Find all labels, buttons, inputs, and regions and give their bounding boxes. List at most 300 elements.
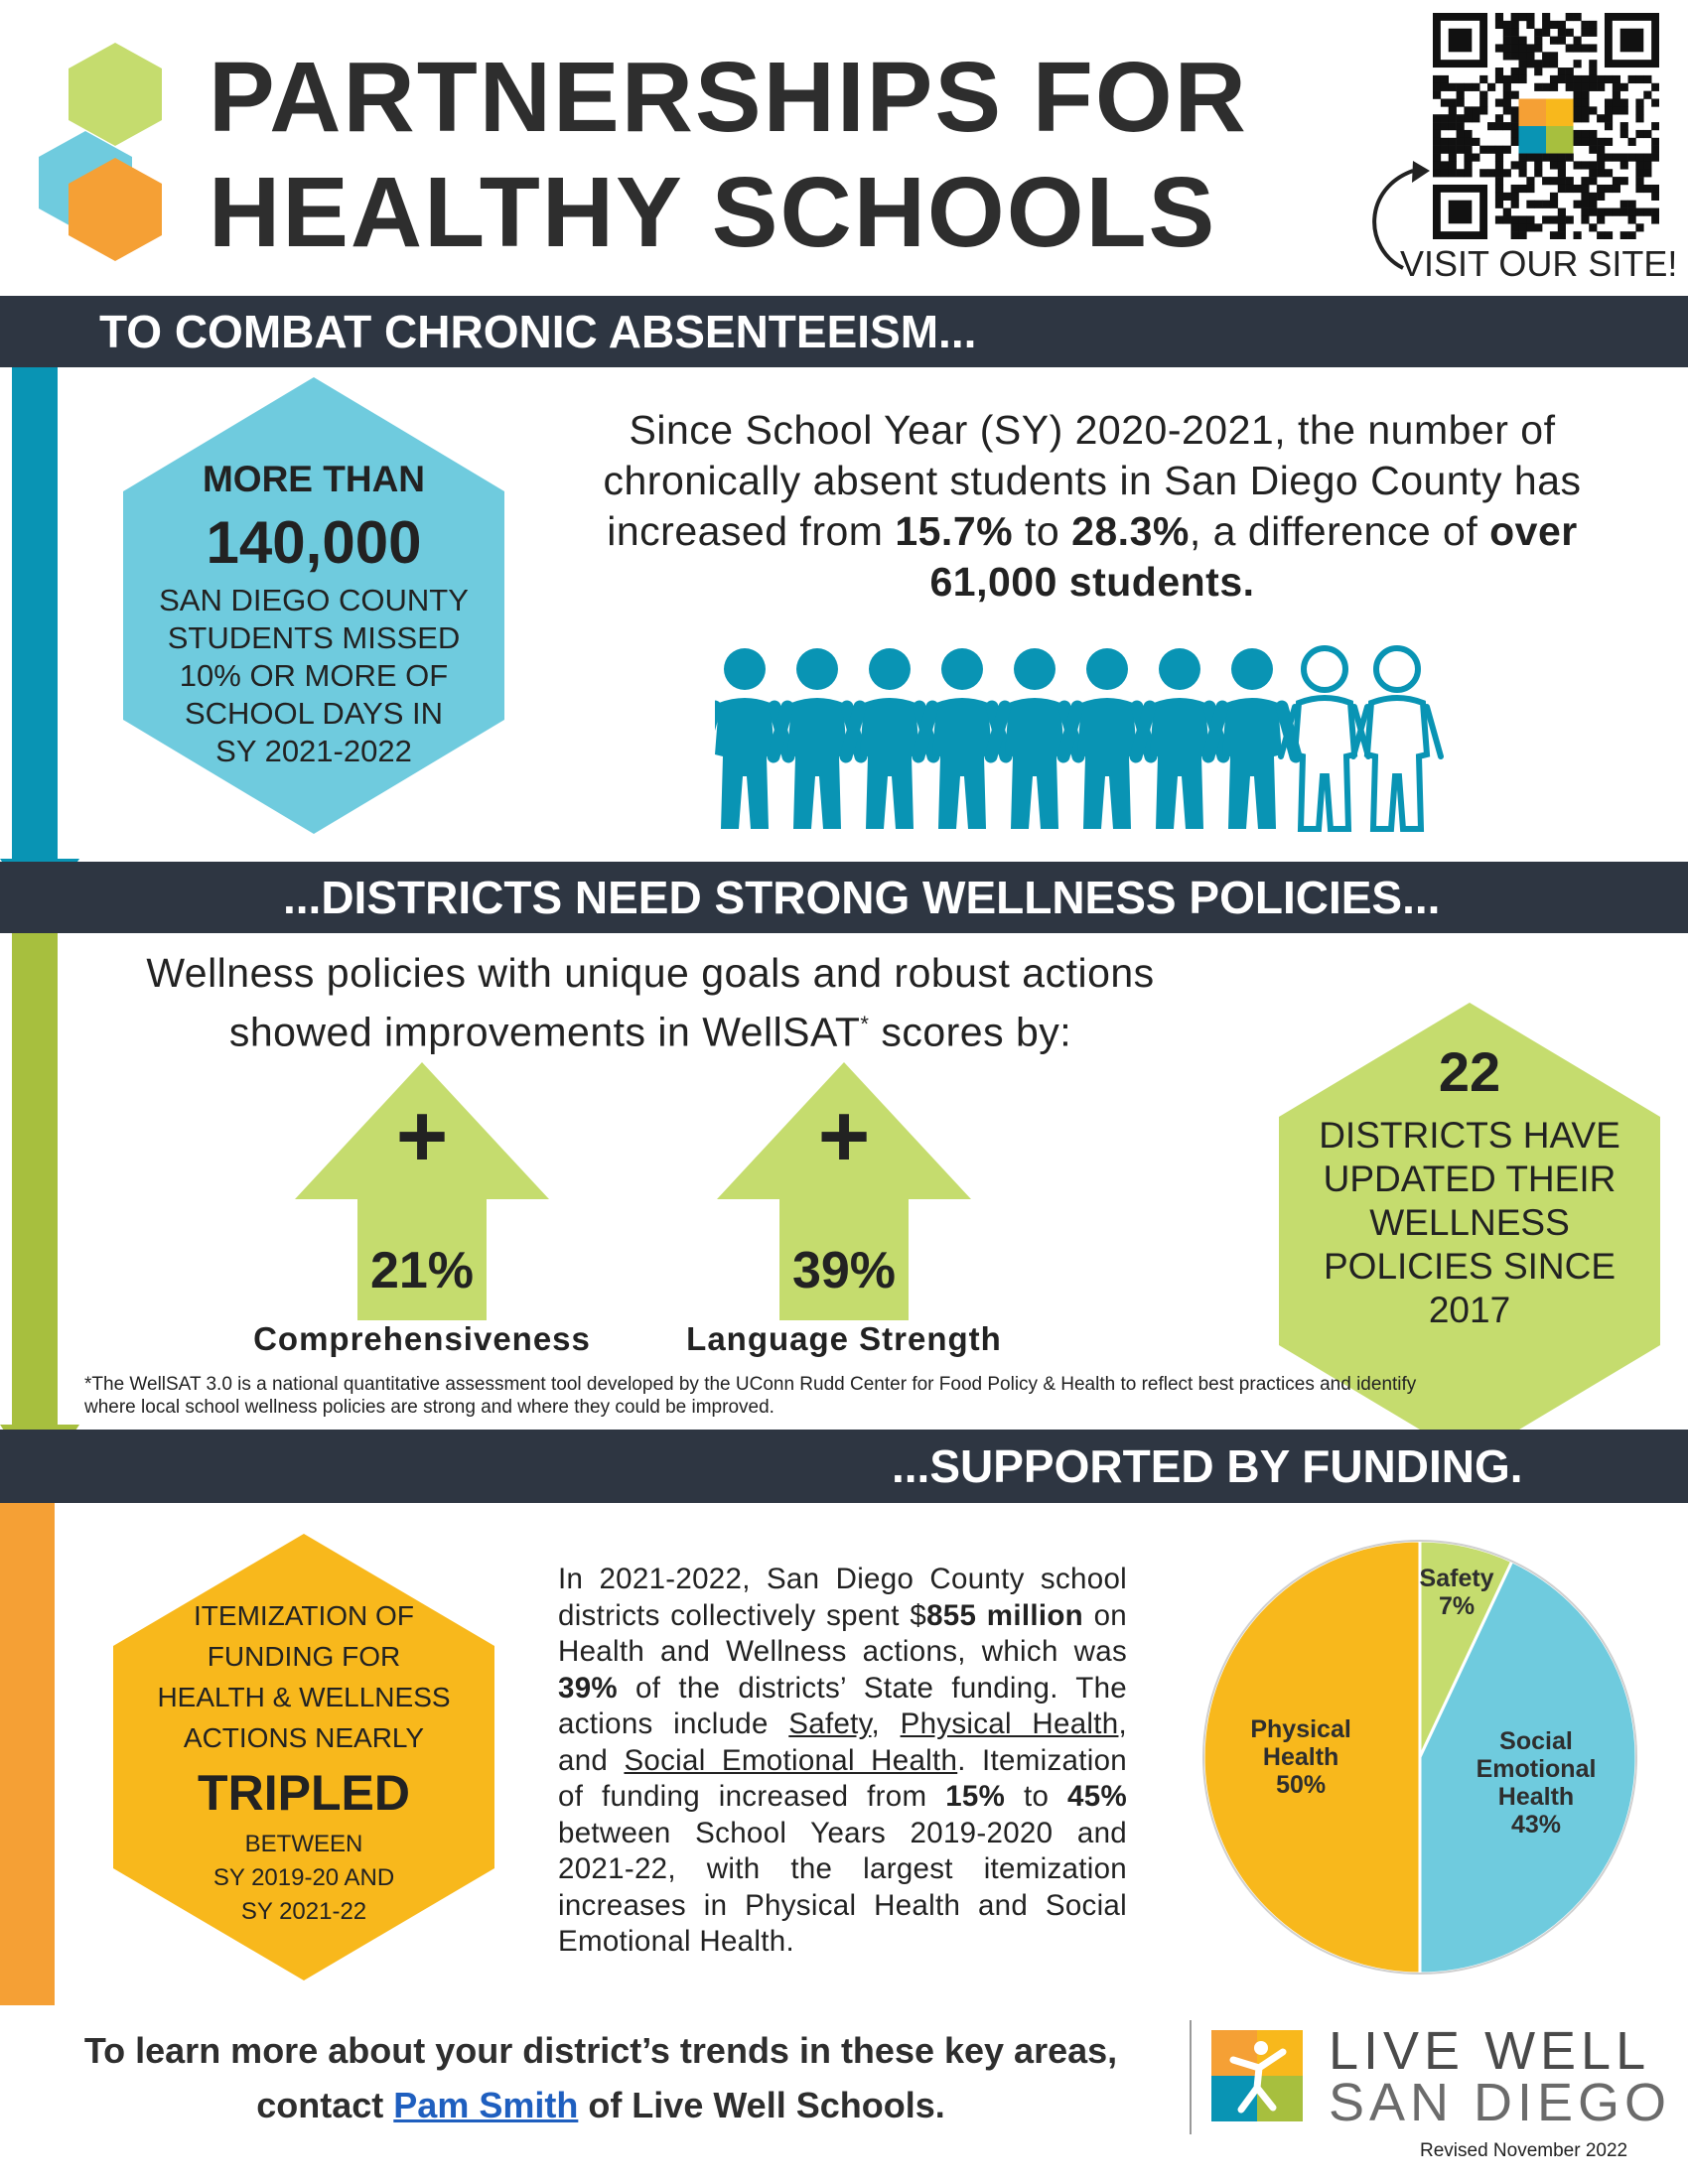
qr-module [1581, 98, 1589, 106]
comprehensiveness-label: Comprehensiveness [253, 1320, 591, 1357]
qr-module [1433, 122, 1441, 130]
intro-text-c: to [1013, 508, 1072, 554]
qr-module [1511, 223, 1519, 231]
qr-module [1441, 122, 1449, 130]
pam-smith-link[interactable]: Pam Smith [393, 2085, 579, 2125]
hex-body-4: SCHOOL DAYS IN [184, 696, 444, 731]
qr-finder [1620, 29, 1644, 53]
qr-module [1651, 98, 1659, 106]
funding-from-pct: 15% [945, 1780, 1006, 1813]
qr-module [1643, 154, 1651, 162]
qr-module [1651, 154, 1659, 162]
funding-text-7: , [871, 1707, 901, 1740]
qr-module [1550, 52, 1558, 60]
qr-module [1558, 223, 1566, 231]
qr-module [1566, 75, 1574, 83]
qr-module [1526, 201, 1534, 208]
qr-module [1558, 154, 1566, 162]
qr-module [1472, 114, 1479, 122]
qr-module [1558, 75, 1566, 83]
qr-module [1433, 75, 1441, 83]
qr-module [1643, 91, 1651, 99]
qr-module [1581, 44, 1589, 52]
qr-module [1511, 161, 1519, 169]
qr-module [1597, 215, 1605, 223]
qr-module [1503, 91, 1511, 99]
live-well-logo-text [1329, 2021, 1672, 2132]
logo-line-2: SAN DIEGO [1329, 2073, 1672, 2132]
qr-logo-tile [1546, 126, 1574, 154]
qr-module [1597, 185, 1605, 193]
qr-module [1472, 154, 1479, 162]
qr-module [1574, 13, 1582, 21]
qr-module [1495, 122, 1503, 130]
qr-module [1581, 130, 1589, 138]
qr-module [1558, 177, 1566, 185]
qr-module [1441, 146, 1449, 154]
qr-module [1526, 60, 1534, 68]
qr-module [1503, 83, 1511, 91]
qr-module [1597, 208, 1605, 216]
qr-module [1574, 60, 1582, 68]
qr-module [1566, 215, 1574, 223]
funding-hex-top-3: HEALTH & WELLNESS [157, 1682, 451, 1712]
footer-divider [1190, 2020, 1192, 2134]
wellsat-intro-text-end: scores by: [869, 1009, 1072, 1055]
funding-paragraph [558, 1562, 1127, 1961]
districts-body-1: DISTRICTS HAVE [1319, 1115, 1620, 1156]
qr-module [1495, 193, 1503, 201]
qr-module [1534, 223, 1542, 231]
wellsat-intro-line-1: Wellness policies with unique goals and robust actions [146, 950, 1155, 996]
qr-module [1581, 106, 1589, 114]
qr-module [1589, 68, 1597, 75]
banner-wellness-text: ...DISTRICTS NEED STRONG WELLNESS POLICIES... [283, 872, 1441, 923]
funding-hex-top-4: ACTIONS NEARLY [183, 1722, 425, 1753]
qr-module [1558, 215, 1566, 223]
qr-module [1605, 185, 1613, 193]
qr-module [1605, 154, 1613, 162]
qr-module [1457, 138, 1465, 146]
qr-module [1589, 106, 1597, 114]
qr-module [1464, 161, 1472, 169]
qr-module [1518, 154, 1526, 162]
qr-module [1534, 169, 1542, 177]
qr-module [1581, 83, 1589, 91]
qr-module [1651, 83, 1659, 91]
qr-module [1518, 60, 1526, 68]
qr-module [1433, 138, 1441, 146]
qr-module [1433, 130, 1441, 138]
qr-module [1589, 83, 1597, 91]
qr-module [1566, 83, 1574, 91]
districts-body-2: UPDATED THEIR [1323, 1159, 1617, 1199]
pie-label-line: 50% [1276, 1771, 1327, 1799]
qr-module [1449, 146, 1457, 154]
orange-flow-bar [0, 1503, 55, 2005]
qr-module [1558, 169, 1566, 177]
intro-stat-to: 28.3% [1071, 508, 1190, 554]
pie-label-1 [1447, 1727, 1625, 1839]
qr-module [1581, 193, 1589, 201]
qr-module [1550, 177, 1558, 185]
qr-module [1542, 13, 1550, 21]
qr-module [1574, 185, 1582, 193]
qr-module [1581, 29, 1589, 37]
qr-module [1511, 75, 1519, 83]
qr-module [1589, 193, 1597, 201]
qr-module [1635, 161, 1643, 169]
qr-module [1526, 44, 1534, 52]
qr-module [1597, 114, 1605, 122]
qr-module [1651, 208, 1659, 216]
wellsat-footnote-mark: * [860, 1012, 870, 1036]
qr-module [1518, 223, 1526, 231]
qr-module [1503, 37, 1511, 45]
qr-module [1503, 193, 1511, 201]
qr-module [1558, 68, 1566, 75]
qr-module [1589, 223, 1597, 231]
teal-flow-arrow [0, 367, 89, 923]
qr-module [1449, 114, 1457, 122]
qr-module [1503, 215, 1511, 223]
qr-module [1589, 138, 1597, 146]
pie-label-line: Safety [1419, 1565, 1494, 1593]
qr-module [1620, 98, 1628, 106]
qr-module [1651, 215, 1659, 223]
qr-module [1574, 161, 1582, 169]
qr-module [1574, 130, 1582, 138]
hex-body-1: SAN DIEGO COUNTY [159, 583, 469, 617]
qr-module [1605, 138, 1613, 146]
qr-module [1464, 106, 1472, 114]
qr-module [1526, 154, 1534, 162]
qr-module [1503, 208, 1511, 216]
qr-module [1534, 60, 1542, 68]
qr-module [1550, 201, 1558, 208]
funding-text-11: . Itemization of funding increased from [558, 1743, 1127, 1813]
qr-module [1597, 231, 1605, 239]
qr-module [1620, 154, 1628, 162]
visit-site-label[interactable]: VISIT OUR SITE! [1400, 243, 1678, 284]
hex-number: 140,000 [206, 509, 422, 576]
qr-module [1620, 83, 1628, 91]
qr-module [1635, 208, 1643, 216]
qr-module [1643, 161, 1651, 169]
qr-logo-tile [1518, 98, 1546, 126]
qr-module [1628, 215, 1636, 223]
qr-module [1472, 106, 1479, 114]
qr-module [1542, 52, 1550, 60]
person-outline-icon [1353, 648, 1441, 829]
hex-body-2: STUDENTS MISSED [167, 620, 461, 655]
revised-date: Revised November 2022 [1420, 2140, 1628, 2161]
qr-module [1589, 201, 1597, 208]
qr-module [1542, 215, 1550, 223]
funding-hex-big: TRIPLED [198, 1765, 410, 1821]
districts-body-4: POLICIES SINCE [1323, 1246, 1617, 1287]
hexagon-logo-icon [36, 38, 175, 271]
qr-module [1581, 185, 1589, 193]
qr-module [1574, 44, 1582, 52]
funding-share: 39% [558, 1671, 618, 1705]
qr-module [1542, 154, 1550, 162]
qr-module [1503, 29, 1511, 37]
logo-line-1: LIVE WELL [1329, 2021, 1651, 2081]
qr-module [1628, 75, 1636, 83]
qr-module [1511, 130, 1519, 138]
qr-module [1589, 29, 1597, 37]
qr-module [1511, 138, 1519, 146]
intro-text-e: , a difference of [1189, 508, 1490, 554]
intro-text-a: Since School Year (SY) 2020-2021, the number of chronically absent students in San Diego County has increased from [603, 407, 1582, 554]
qr-module [1518, 52, 1526, 60]
qr-module [1449, 106, 1457, 114]
qr-module [1518, 68, 1526, 75]
qr-module [1628, 154, 1636, 162]
funding-to-pct: 45% [1067, 1780, 1127, 1813]
qr-module [1566, 29, 1574, 37]
qr-module [1503, 122, 1511, 130]
qr-finder [1449, 201, 1473, 224]
qr-module [1487, 169, 1495, 177]
qr-module [1534, 201, 1542, 208]
qr-module [1495, 215, 1503, 223]
funding-amount: 855 million [926, 1598, 1083, 1632]
qr-module [1635, 106, 1643, 114]
qr-module [1643, 130, 1651, 138]
qr-module [1518, 44, 1526, 52]
qr-module [1464, 154, 1472, 162]
qr-module [1589, 169, 1597, 177]
qr-module [1511, 185, 1519, 193]
qr-module [1511, 52, 1519, 60]
pie-label-2 [1211, 1715, 1390, 1799]
pie-label-line: Health [1262, 1743, 1339, 1771]
qr-module [1534, 161, 1542, 169]
wellsat-intro-text: showed improvements in WellSAT [228, 1009, 861, 1055]
qr-module [1441, 98, 1449, 106]
districts-body-5: 2017 [1428, 1290, 1511, 1330]
qr-module [1574, 83, 1582, 91]
qr-module [1511, 114, 1519, 122]
qr-module [1620, 231, 1628, 239]
qr-module [1597, 75, 1605, 83]
qr-module [1457, 169, 1465, 177]
qr-module [1534, 83, 1542, 91]
title-line-2: HEALTHY SCHOOLS [209, 157, 1217, 268]
qr-module [1613, 185, 1620, 193]
qr-module [1534, 37, 1542, 45]
qr-module [1457, 83, 1465, 91]
qr-module [1574, 138, 1582, 146]
districts-body-3: WELLNESS [1369, 1202, 1570, 1243]
qr-module [1550, 193, 1558, 201]
qr-module [1464, 169, 1472, 177]
qr-module [1503, 106, 1511, 114]
qr-module [1597, 138, 1605, 146]
qr-module [1495, 161, 1503, 169]
qr-module [1643, 169, 1651, 177]
hex-lead: MORE THAN [202, 459, 426, 499]
qr-module [1518, 37, 1526, 45]
funding-hex-text [127, 1595, 481, 1929]
qr-module [1635, 154, 1643, 162]
qr-module [1566, 68, 1574, 75]
funding-text-13: to [1005, 1780, 1068, 1813]
qr-module [1526, 52, 1534, 60]
qr-module [1518, 185, 1526, 193]
qr-module [1566, 154, 1574, 162]
qr-module [1464, 114, 1472, 122]
qr-module [1597, 193, 1605, 201]
banner-funding-text: ...SUPPORTED BY FUNDING. [892, 1440, 1523, 1492]
pie-label-line: 43% [1510, 1811, 1562, 1840]
qr-module [1503, 52, 1511, 60]
qr-module [1511, 13, 1519, 21]
pie-label-line: 7% [1439, 1592, 1476, 1621]
qr-module [1566, 44, 1574, 52]
qr-module [1651, 146, 1659, 154]
qr-module [1526, 13, 1534, 21]
qr-module [1635, 114, 1643, 122]
qr-finder [1449, 29, 1473, 53]
qr-module [1526, 215, 1534, 223]
qr-module [1651, 138, 1659, 146]
banner-funding [0, 1430, 1688, 1503]
language-strength-label: Language Strength [686, 1320, 1002, 1357]
hex-body-3: 10% OR MORE OF [179, 658, 449, 693]
qr-module [1597, 161, 1605, 169]
qr-module [1574, 98, 1582, 106]
qr-module [1511, 21, 1519, 29]
qr-module [1433, 114, 1441, 122]
qr-module [1457, 91, 1465, 99]
qr-module [1581, 208, 1589, 216]
qr-module [1503, 21, 1511, 29]
contact-block [30, 2023, 1172, 2132]
funding-text-3: on Health and Wellness actions, which was [558, 1598, 1127, 1668]
qr-module [1597, 83, 1605, 91]
qr-module [1464, 130, 1472, 138]
qr-module [1550, 154, 1558, 162]
funding-text-9: , and [558, 1707, 1127, 1777]
funding-hex-top-2: FUNDING FOR [207, 1641, 401, 1672]
qr-module [1518, 13, 1526, 21]
qr-module [1518, 215, 1526, 223]
banner-absenteeism-text: TO COMBAT CHRONIC ABSENTEEISM... [99, 306, 977, 357]
qr-module [1433, 83, 1441, 91]
qr-module [1526, 185, 1534, 193]
qr-logo-tile [1546, 98, 1574, 126]
wellsat-intro-line-2 [89, 999, 1211, 1058]
qr-module [1550, 37, 1558, 45]
qr-module [1550, 231, 1558, 239]
qr-module [1495, 44, 1503, 52]
qr-module [1511, 106, 1519, 114]
pie-label-line: Social [1499, 1727, 1573, 1756]
qr-module [1566, 185, 1574, 193]
green-flow-arrow [0, 933, 89, 1499]
qr-module [1613, 106, 1620, 114]
qr-code-icon[interactable] [1433, 13, 1659, 239]
qr-module [1495, 114, 1503, 122]
qr-module [1558, 231, 1566, 239]
qr-logo-tile [1518, 126, 1546, 154]
qr-module [1534, 154, 1542, 162]
funding-text-1: In 2021-2022, San Diego County school districts collectively spent $ [558, 1563, 1127, 1632]
qr-module [1495, 201, 1503, 208]
qr-module [1511, 122, 1519, 130]
qr-module [1518, 169, 1526, 177]
qr-module [1449, 169, 1457, 177]
qr-module [1635, 177, 1643, 185]
qr-module [1542, 83, 1550, 91]
qr-module [1605, 114, 1613, 122]
districts-hex-text [1291, 1030, 1648, 1332]
language-strength-value: 39% [791, 1242, 897, 1299]
funding-text-15: between School Years 2019-2020 and 2021-22, with the largest itemization increases in Physical Health and Social Emotional Health. [558, 1816, 1127, 1958]
qr-module [1574, 106, 1582, 114]
pie-label-line: Health [1497, 1783, 1575, 1812]
qr-module [1479, 106, 1487, 114]
qr-module [1635, 223, 1643, 231]
qr-module [1457, 114, 1465, 122]
qr-module [1441, 114, 1449, 122]
qr-module [1605, 98, 1613, 106]
wellsat-intro [89, 948, 1211, 1058]
qr-module [1558, 29, 1566, 37]
qr-module [1550, 75, 1558, 83]
qr-module [1597, 146, 1605, 154]
qr-module [1542, 60, 1550, 68]
students-hex-text [137, 455, 491, 770]
banner-absenteeism [0, 296, 1688, 367]
qr-module [1558, 21, 1566, 29]
qr-module [1613, 75, 1620, 83]
plus-icon-2: + [817, 1087, 871, 1186]
qr-module [1518, 231, 1526, 239]
qr-module [1479, 169, 1487, 177]
qr-module [1589, 44, 1597, 52]
qr-module [1511, 201, 1519, 208]
qr-module [1503, 169, 1511, 177]
qr-module [1495, 185, 1503, 193]
qr-module [1628, 201, 1636, 208]
qr-module [1605, 75, 1613, 83]
qr-module [1597, 154, 1605, 162]
qr-module [1620, 201, 1628, 208]
qr-module [1511, 68, 1519, 75]
qr-module [1457, 146, 1465, 154]
qr-module [1574, 37, 1582, 45]
plus-icon-1: + [395, 1087, 449, 1186]
qr-module [1643, 185, 1651, 193]
funding-hex-top-1: ITEMIZATION OF [194, 1600, 414, 1631]
qr-module [1472, 83, 1479, 91]
qr-module [1574, 91, 1582, 99]
qr-module [1581, 177, 1589, 185]
funding-text-5: of the districts’ State funding. The actions include [558, 1671, 1127, 1740]
qr-module [1620, 106, 1628, 114]
qr-module [1449, 83, 1457, 91]
page-title [209, 40, 1360, 270]
qr-module [1643, 75, 1651, 83]
qr-module [1441, 138, 1449, 146]
qr-module [1449, 122, 1457, 130]
qr-module [1589, 21, 1597, 29]
qr-module [1589, 130, 1597, 138]
